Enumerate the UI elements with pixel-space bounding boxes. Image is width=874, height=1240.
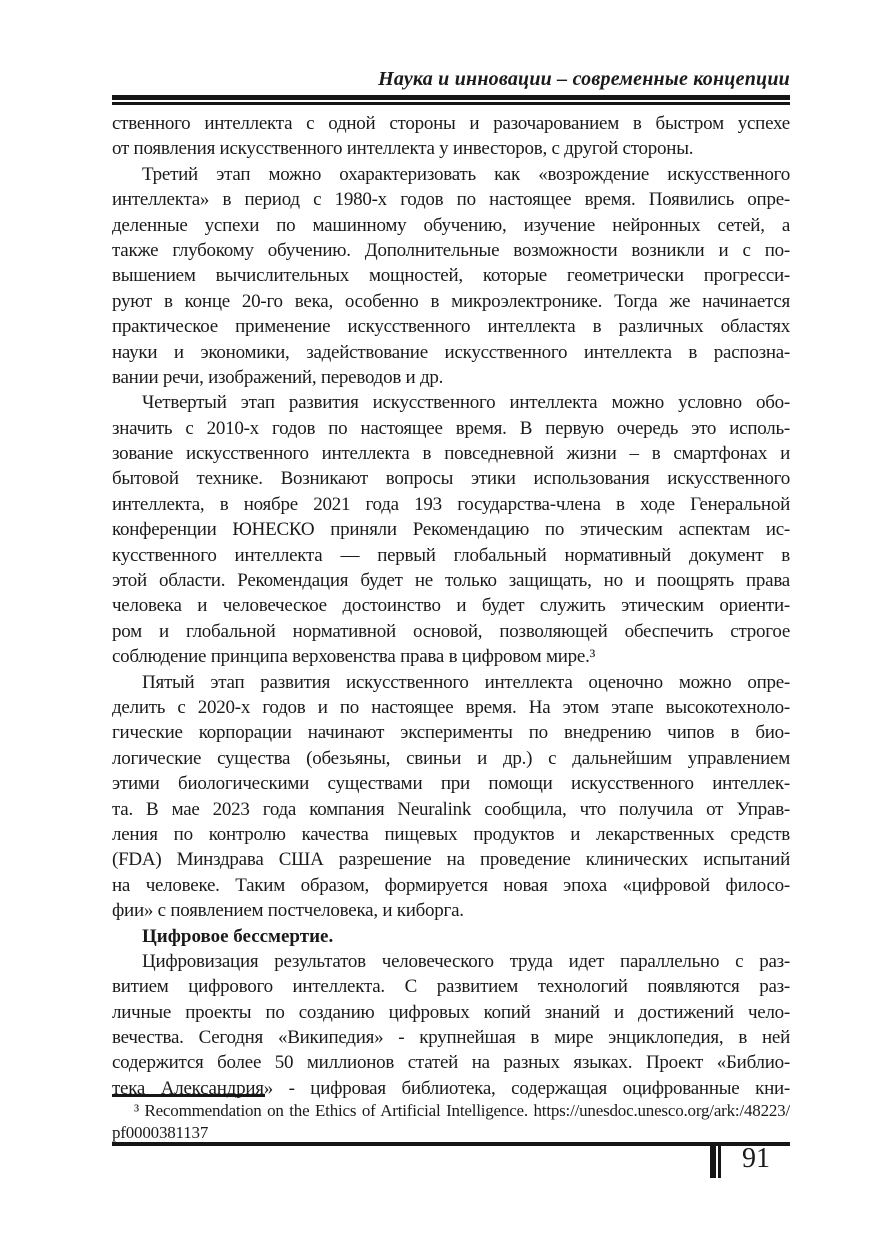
paragraph bbox=[112, 162, 790, 391]
text-line: Цифровизация результатов человеческого труда идет параллельно с раз- bbox=[142, 950, 790, 972]
footnote-line: ³ Recommendation on the Ethics of Artificial Intelligence. https://unesdoc.unesco.org/ark:/48223/ bbox=[134, 1101, 790, 1120]
text-line: практическое применение искусственного интеллекта в различных областях bbox=[112, 316, 790, 338]
page-body bbox=[112, 111, 790, 1101]
text-line: деленные успехи по машинному обучению, изучение нейронных сетей, а bbox=[112, 214, 790, 236]
text-line: зование искусственного интеллекта в повседневной жизни – в смартфонах и bbox=[112, 443, 790, 465]
text-line: бытовой технике. Возникают вопросы этики использования искусственного bbox=[112, 468, 790, 490]
text-line: этой области. Рекомендация будет не только защищать, но и поощрять права bbox=[112, 570, 790, 592]
footnote bbox=[112, 1094, 790, 1144]
text-line: гические корпорации начинают эксперименты по внедрению чипов в био- bbox=[112, 722, 790, 744]
text-line: содержится более 50 миллионов статей на разных языках. Проект «Библио- bbox=[112, 1052, 790, 1074]
text-line: вечества. Сегодня «Википедия» - крупнейшая в мире энциклопедия, в ней bbox=[112, 1027, 790, 1049]
footnote-line: pf0000381137 bbox=[112, 1123, 209, 1142]
text-line: логические существа (обезьяны, свиньи и др.) с дальнейшим управлением bbox=[112, 747, 790, 769]
text-line: значить с 2010-х годов по настоящее время. В первую очередь это исполь- bbox=[112, 417, 790, 439]
text-line: науки и экономики, задействование искусственного интеллекта в распозна- bbox=[112, 341, 790, 363]
text-line: вании речи, изображений, переводов и др. bbox=[112, 366, 444, 388]
footnote-text bbox=[112, 1100, 790, 1144]
text-line: руют в конце 20-го века, особенно в микроэлектронике. Тогда же начинается bbox=[112, 290, 790, 312]
text-line: делить с 2020-х годов и по настоящее время. На этом этапе высокотехноло- bbox=[112, 696, 790, 718]
page-header bbox=[112, 66, 790, 105]
footer-rule bbox=[112, 1142, 790, 1146]
text-line: ственного интеллекта с одной стороны и разочарованием в быстром успехе bbox=[112, 113, 790, 134]
paragraph bbox=[112, 924, 790, 949]
text-line: личные проекты по созданию цифровых копий знаний и достижений чело- bbox=[112, 1001, 790, 1023]
text-line: вышением вычислительных мощностей, которые геометрически прогресси- bbox=[112, 265, 790, 287]
text-line: кусственного интеллекта — первый глобальный нормативный документ в bbox=[112, 544, 790, 566]
footer-bar-thin bbox=[718, 1142, 721, 1178]
text-line: ления по контролю качества пищевых продуктов и лекарственных средств bbox=[112, 823, 790, 845]
text-line: тека Александрия» - цифровая библиотека, содержащая оцифрованные кни- bbox=[112, 1077, 790, 1099]
text-line: Пятый этап развития искусственного интеллекта оценочно можно опре- bbox=[142, 671, 790, 693]
text-line: человека и человеческое достоинство и будет служить этическим ориенти- bbox=[112, 595, 790, 617]
footnote-separator-rule bbox=[112, 1094, 265, 1097]
text-line: от появления искусственного интеллекта у инвесторов, с другой стороны. bbox=[112, 138, 694, 160]
text-line: также глубокому обучению. Дополнительные возможности возникли и с по- bbox=[112, 239, 790, 261]
text-line: конференции ЮНЕСКО приняли Рекомендацию по этическим аспектам ис- bbox=[112, 519, 790, 541]
paragraph bbox=[112, 949, 790, 1101]
text-line: витием цифрового интеллекта. С развитием технологий появляются раз- bbox=[112, 976, 790, 998]
text-line: интеллекта, в ноябре 2021 года 193 государства-члена в ходе Генеральной bbox=[112, 493, 790, 515]
header-double-rule bbox=[112, 95, 790, 105]
text-line: этими биологическими существами при помощи искусственного интеллек- bbox=[112, 773, 790, 795]
text-line: та. В мае 2023 года компания Neuralink сообщила, что получила от Управ- bbox=[112, 798, 790, 820]
text-line: интеллекта» в период с 1980-х годов по настоящее время. Появились опре- bbox=[112, 189, 790, 211]
running-title: Наука и инновации – современные концепции bbox=[378, 68, 790, 90]
text-line: соблюдение принципа верховенства права в цифровом мире.³ bbox=[112, 646, 596, 668]
footer-ornament-bars bbox=[710, 1142, 721, 1178]
text-line: на человеке. Таким образом, формируется новая эпоха «цифровой филосо- bbox=[112, 874, 790, 896]
text-line: Цифровое бессмертие. bbox=[142, 925, 334, 947]
text-line: ром и глобальной нормативной основой, позволяющей обеспечить строгое bbox=[112, 620, 790, 642]
text-line: (FDA) Минздрава США разрешение на проведение клинических испытаний bbox=[112, 849, 790, 871]
paragraph bbox=[112, 670, 790, 924]
paragraph bbox=[112, 111, 790, 162]
page-number: 91 bbox=[742, 1143, 770, 1174]
text-line: Третий этап можно охарактеризовать как «возрождение искусственного bbox=[142, 163, 790, 185]
text-line: фии» с появлением постчеловека, и киборга. bbox=[112, 900, 464, 922]
text-line: Четвертый этап развития искусственного интеллекта можно условно обо- bbox=[142, 392, 790, 414]
paragraph bbox=[112, 390, 790, 669]
